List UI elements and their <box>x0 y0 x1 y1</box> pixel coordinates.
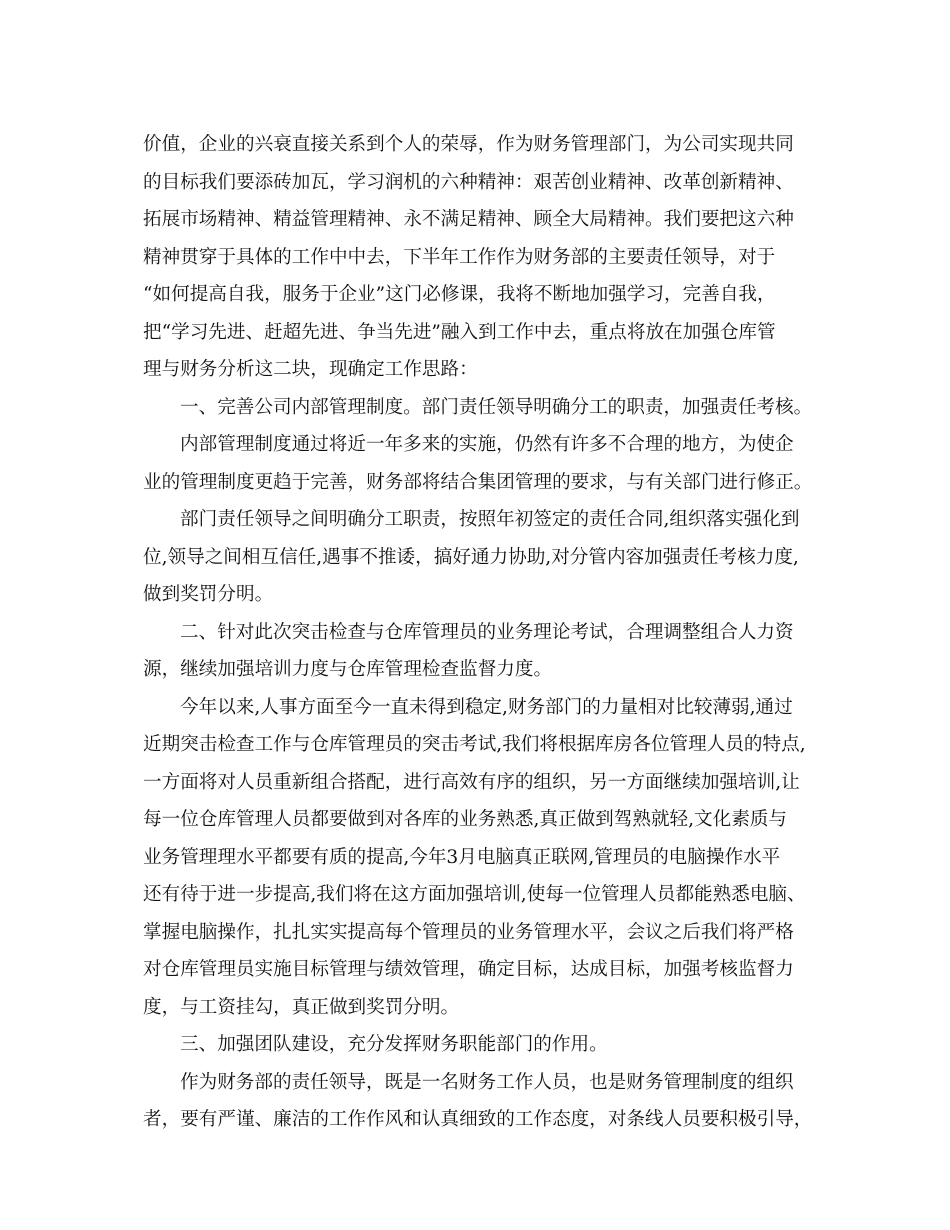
text-line: 还有待于进一步提高,我们将在这方面加强培训,使每一位管理人员都能熟悉电脑、 <box>143 884 806 905</box>
text-line: 精神贯穿于具体的工作中中去，下半年工作作为财务部的主要责任领导，对于 <box>143 246 776 268</box>
text-line: 度，与工资挂勾，真正做到奖罚分明。 <box>143 996 460 1018</box>
paragraph-first-line: 今年以来,人事方面至今一直未得到稳定,财务部门的力量相对比较薄弱,通过 <box>180 696 793 718</box>
text-line: 理与财务分析这二块，现确定工作思路： <box>143 359 478 380</box>
text-line: 做到奖罚分明。 <box>143 584 274 605</box>
text-line: “如何提高自我，服务于企业”这门必修课，我将不断地加强学习，完善自我， <box>143 284 776 305</box>
paragraph-first-line: 二、针对此次突击检查与仓库管理员的业务理论考试，合理调整组合人力资 <box>180 621 794 643</box>
text-line: 价值，企业的兴衰直接关系到个人的荣辱，作为财务管理部门，为公司实现共同 <box>143 134 794 155</box>
paragraph-first-line: 部门责任领导之间明确分工职责，按照年初签定的责任合同,组织落实强化到 <box>180 509 800 530</box>
paragraph-first-line: 内部管理制度通过将近一年多来的实施，仍然有许多不合理的地方，为使企 <box>180 434 794 455</box>
text-line: 对仓库管理员实施目标管理与绩效管理，确定目标，达成目标，加强考核监督力 <box>143 959 794 980</box>
text-line: 一方面将对人员重新组合搭配，进行高效有序的组织，另一方面继续加强培训,让 <box>143 771 800 793</box>
text-line: 每一位仓库管理人员都要做到对各库的业务熟悉,真正做到驾熟就轻,文化素质与 <box>143 809 788 830</box>
text-line: 源，继续加强培训力度与仓库管理检查监督力度。 <box>143 659 553 680</box>
text-line: 业务管理理水平都要有质的提高,今年3月电脑真正联网,管理员的电脑操作水平 <box>143 846 781 868</box>
document-body <box>143 126 813 1139</box>
text-line: 的目标我们要添砖加瓦，学习润机的六种精神：艰苦创业精神、改革创新精神、 <box>143 171 794 193</box>
text-line: 把“学习先进、赶超先进、争当先进”融入到工作中去，重点将放在加强仓库管 <box>143 321 776 343</box>
text-line: 掌握电脑操作，扎扎实实提高每个管理员的业务管理水平，会议之后我们将严格 <box>143 921 794 943</box>
text-line: 者，要有严谨、廉洁的工作作风和认真细致的工作态度，对条线人员要积极引导， <box>143 1109 813 1130</box>
paragraph-first-line: 作为财务部的责任领导，既是一名财务工作人员，也是财务管理制度的组织 <box>180 1071 794 1093</box>
text-line: 业的管理制度更趋于完善，财务部将结合集团管理的要求，与有关部门进行修正。 <box>143 471 813 493</box>
paragraph-first-line: 一、完善公司内部管理制度。部门责任领导明确分工的职责，加强责任考核。 <box>180 396 813 418</box>
paragraph-first-line: 三、加强团队建设，充分发挥财务职能部门的作用。 <box>180 1034 608 1055</box>
text-line: 拓展市场精神、精益管理精神、永不满足精神、顾全大局精神。我们要把这六种 <box>143 209 794 230</box>
text-line: 位,领导之间相互信任,遇事不推诿，搞好通力协助,对分管内容加强责任考核力度, <box>143 546 799 568</box>
text-line: 近期突击检查工作与仓库管理员的突击考试,我们将根据库房各位管理人员的特点, <box>143 734 806 755</box>
